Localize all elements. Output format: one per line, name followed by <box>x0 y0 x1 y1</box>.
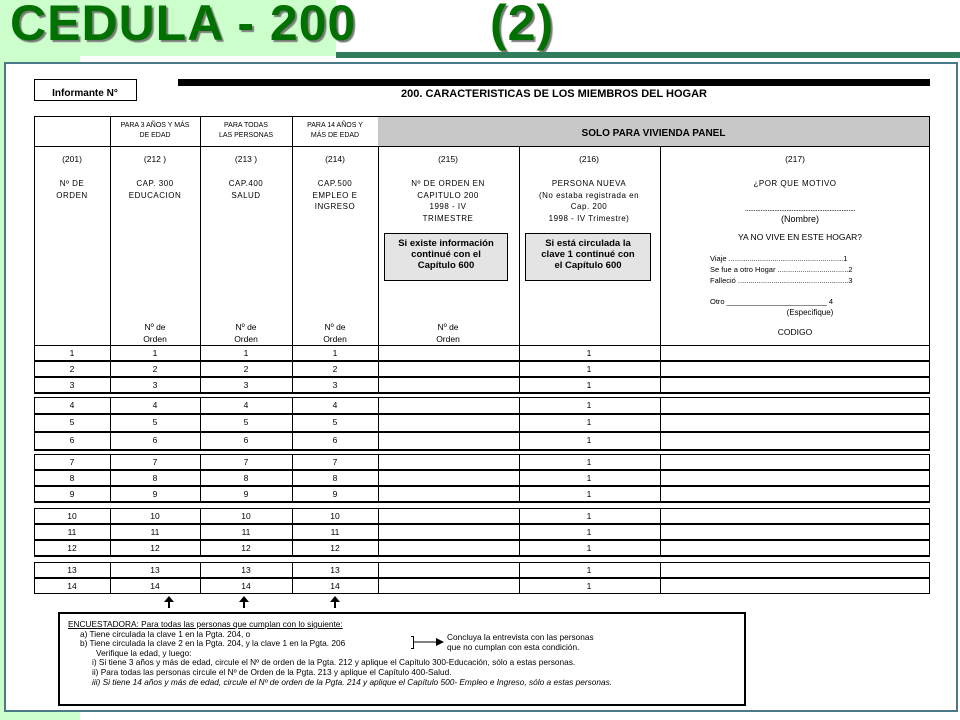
notes-intro: ENCUESTADORA: Para todas las personas que cumplan con lo siguiente: <box>68 619 343 629</box>
column-title-line: Cap. 200 <box>570 202 608 211</box>
up-arrow-212-icon <box>164 596 174 608</box>
row-order-number[interactable]: 4 <box>332 400 338 410</box>
row-order-number[interactable]: 13 <box>150 565 160 575</box>
row-order-number[interactable]: 9 <box>152 489 158 499</box>
row-order-number[interactable]: 4 <box>152 400 158 410</box>
row-order-number: 2 <box>69 364 75 374</box>
notes-verify: Verifique la edad, y luego: <box>96 647 192 658</box>
box-215-line: Capítulo 600 <box>417 260 475 271</box>
row-order-number[interactable]: 12 <box>150 543 160 553</box>
new-person-code[interactable]: 1 <box>586 380 592 390</box>
column-footer-line: Nº de <box>437 322 459 332</box>
conclude-line: que no cumplan con esta condición. <box>447 641 580 652</box>
column-title-line: CAP. 300 <box>136 179 174 188</box>
row-order-number[interactable]: 4 <box>243 400 249 410</box>
new-person-code[interactable]: 1 <box>586 435 592 445</box>
new-person-code[interactable]: 1 <box>586 581 592 591</box>
column-title-line: CAPITULO 200 <box>417 190 479 200</box>
row-order-number[interactable]: 7 <box>332 457 338 467</box>
new-person-code[interactable]: 1 <box>586 473 592 483</box>
new-person-code[interactable]: 1 <box>586 543 592 553</box>
option-fallecio: Falleció .....................................................3 <box>710 276 853 285</box>
row-order-number: 6 <box>69 435 75 445</box>
up-arrow-213-icon <box>239 596 249 608</box>
section-title: 200. CARACTERISTICAS DE LOS MIEMBROS DEL HOGAR <box>178 86 930 102</box>
column-title-line: TRIMESTRE <box>422 213 474 223</box>
column-title-line: ¿POR QUE MOTIVO <box>753 179 837 188</box>
new-person-code[interactable]: 1 <box>586 417 592 427</box>
row-order-number[interactable]: 10 <box>330 511 340 521</box>
new-person-code[interactable]: 1 <box>586 489 592 499</box>
box-215-line: Si existe información <box>398 238 494 249</box>
column-code: (212 ) <box>143 154 167 164</box>
row-order-number[interactable]: 2 <box>332 364 338 374</box>
notes-iii: iii) Si tiene 14 años y más de edad, circule el Nº de orden de la Pgta. 214 y aplique el Capítulo 500- Empleo e Ingreso, sólo a estas personas. <box>92 676 613 687</box>
row-order-number[interactable]: 12 <box>330 543 340 553</box>
column-footer-line: Orden <box>436 334 460 344</box>
column-code: (201) <box>62 154 82 164</box>
row-order-number[interactable]: 10 <box>150 511 160 521</box>
age-header-line: PARA 14 AÑOS Y <box>307 122 363 129</box>
column-code: (216) <box>579 154 599 164</box>
row-order-number[interactable]: 7 <box>243 457 249 467</box>
row-order-number[interactable]: 10 <box>241 511 251 521</box>
column-code: (215) <box>438 154 458 164</box>
age-header-line: LAS PERSONAS <box>218 132 274 139</box>
row-order-number[interactable]: 9 <box>243 489 249 499</box>
column-title-line: SALUD <box>231 190 261 200</box>
row-order-number[interactable]: 14 <box>241 581 251 591</box>
row-order-number[interactable]: 1 <box>152 348 158 358</box>
column-code: (217) <box>785 154 805 164</box>
row-order-number[interactable]: 1 <box>243 348 249 358</box>
age-header-line: MÁS DE EDAD <box>310 132 360 139</box>
column-title-line: 1998 - IV <box>429 202 467 211</box>
new-person-code[interactable]: 1 <box>586 400 592 410</box>
row-order-number[interactable]: 7 <box>152 457 158 467</box>
title-left: CEDULA - 200 <box>10 0 357 51</box>
age-header-line: DE EDAD <box>139 132 171 139</box>
row-order-number[interactable]: 8 <box>332 473 338 483</box>
age-header-line: PARA TODAS <box>224 122 268 129</box>
row-order-number: 11 <box>67 527 77 537</box>
row-order-number[interactable]: 2 <box>152 364 158 374</box>
age-header-line: PARA 3 AÑOS Y MÁS <box>120 122 190 129</box>
row-order-number: 3 <box>69 380 75 390</box>
row-order-number: 1 <box>69 348 75 358</box>
row-order-number: 7 <box>69 457 75 467</box>
row-order-number[interactable]: 13 <box>241 565 251 575</box>
row-order-number[interactable]: 1 <box>332 348 338 358</box>
row-order-number[interactable]: 6 <box>332 435 338 445</box>
column-footer-line: Orden <box>143 334 167 344</box>
row-order-number: 9 <box>69 489 75 499</box>
option-viaje: Viaje .......................................................1 <box>710 254 848 263</box>
column-code: (213 ) <box>234 154 258 164</box>
row-order-number[interactable]: 3 <box>152 380 158 390</box>
panel-header: SOLO PARA VIVIENDA PANEL <box>378 117 929 146</box>
row-order-number: 10 <box>67 511 77 521</box>
column-title-line: EDUCACION <box>128 190 182 200</box>
row-order-number[interactable]: 13 <box>330 565 340 575</box>
interviewer-notes <box>58 612 746 706</box>
box-216-line: el Capítulo 600 <box>554 260 622 271</box>
row-order-number[interactable]: 14 <box>150 581 160 591</box>
row-order-number[interactable]: 3 <box>332 380 338 390</box>
row-order-number[interactable]: 12 <box>241 543 251 553</box>
row-order-number[interactable]: 8 <box>243 473 249 483</box>
title-right: (2) <box>490 0 555 51</box>
right-arrow-icon <box>414 637 444 647</box>
row-order-number[interactable]: 11 <box>150 527 160 537</box>
column-title-line: Nº DE <box>59 179 85 188</box>
row-order-number[interactable]: 5 <box>152 417 158 427</box>
notes-b: b) Tiene circulada la clave 2 en la Pgta. 204, y la clave 1 en la Pgta. 206 <box>80 638 346 649</box>
new-person-code[interactable]: 1 <box>586 511 592 521</box>
column-footer-line: Orden <box>234 334 258 344</box>
row-order-number[interactable]: 3 <box>243 380 249 390</box>
column-title-line: PERSONA NUEVA <box>551 179 627 188</box>
new-person-code[interactable]: 1 <box>586 348 592 358</box>
notes-a: a) Tiene circulada la clave 1 en la Pgta. 204, o <box>80 628 251 639</box>
row-order-number[interactable]: 6 <box>243 435 249 445</box>
row-order-number[interactable]: 5 <box>243 417 249 427</box>
column-footer-line: Nº de <box>144 322 166 332</box>
box-216-line: Si está circulada la <box>545 238 631 249</box>
new-person-code[interactable]: 1 <box>586 527 592 537</box>
option-otro-hogar: Se fue a otro Hogar ..................................2 <box>710 265 853 274</box>
row-order-number[interactable]: 8 <box>152 473 158 483</box>
notes-ii: ii) Para todas las personas circule el Nº de Orden de la Pgta. 213 y aplique el Capítulo 400-Salud. <box>92 666 452 677</box>
column-code: (214) <box>325 154 345 164</box>
row-order-number[interactable]: 2 <box>243 364 249 374</box>
row-order-number[interactable]: 9 <box>332 489 338 499</box>
column-footer-line: Nº de <box>324 322 346 332</box>
new-person-code[interactable]: 1 <box>586 364 592 374</box>
notes-i: i) Si tiene 3 años y más de edad, circule el Nº de orden de la Pgta. 212 y aplique el Capítulo 300-Educación, sólo a estas personas. <box>92 657 576 668</box>
row-order-number: 5 <box>69 417 75 427</box>
column-title-line: CAP.400 <box>228 179 264 188</box>
row-order-number[interactable]: 14 <box>330 581 340 591</box>
nombre-label: (Nombre) <box>780 214 819 224</box>
row-order-number[interactable]: 5 <box>332 417 338 427</box>
up-arrow-214-icon <box>330 596 340 608</box>
box-215-line: continué con el <box>411 249 481 260</box>
option-otro: Otro ________________________ 4 <box>710 297 834 306</box>
new-person-code[interactable]: 1 <box>586 457 592 467</box>
column-title-line: INGRESO <box>314 202 356 211</box>
column-title-line: (No estaba registrada en <box>538 190 640 200</box>
new-person-code[interactable]: 1 <box>586 565 592 575</box>
ya-no-vive-question: YA NO VIVE EN ESTE HOGAR? <box>737 232 863 242</box>
row-order-number[interactable]: 6 <box>152 435 158 445</box>
column-footer-line: Orden <box>323 334 347 344</box>
row-order-number: 13 <box>67 565 77 575</box>
row-order-number[interactable]: 11 <box>241 527 251 537</box>
column-title-line: 1998 - IV Trimestre) <box>548 213 630 223</box>
especifique-label: (Especifique) <box>786 308 834 317</box>
row-order-number: 12 <box>67 543 77 553</box>
informante-label: Informante N° <box>52 88 118 99</box>
row-order-number[interactable]: 11 <box>330 527 340 537</box>
row-order-number: 14 <box>67 581 77 591</box>
row-order-number: 8 <box>69 473 75 483</box>
column-footer-line: Nº de <box>235 322 257 332</box>
column-title-line: Nº DE ORDEN EN <box>411 179 485 188</box>
conclude-line: Concluya la entrevista con las personas <box>447 632 594 642</box>
row-order-number: 4 <box>69 400 75 410</box>
column-title-line: CAP.500 <box>317 179 353 188</box>
nombre-dotted-line: ................................................................ <box>744 204 856 213</box>
conclude-note <box>447 633 594 652</box>
column-title-line: ORDEN <box>56 190 88 200</box>
column-title-line: EMPLEO E <box>312 190 358 200</box>
box-216-line: clave 1 continué con <box>541 249 635 260</box>
column-footer-line: CODIGO <box>777 327 813 337</box>
